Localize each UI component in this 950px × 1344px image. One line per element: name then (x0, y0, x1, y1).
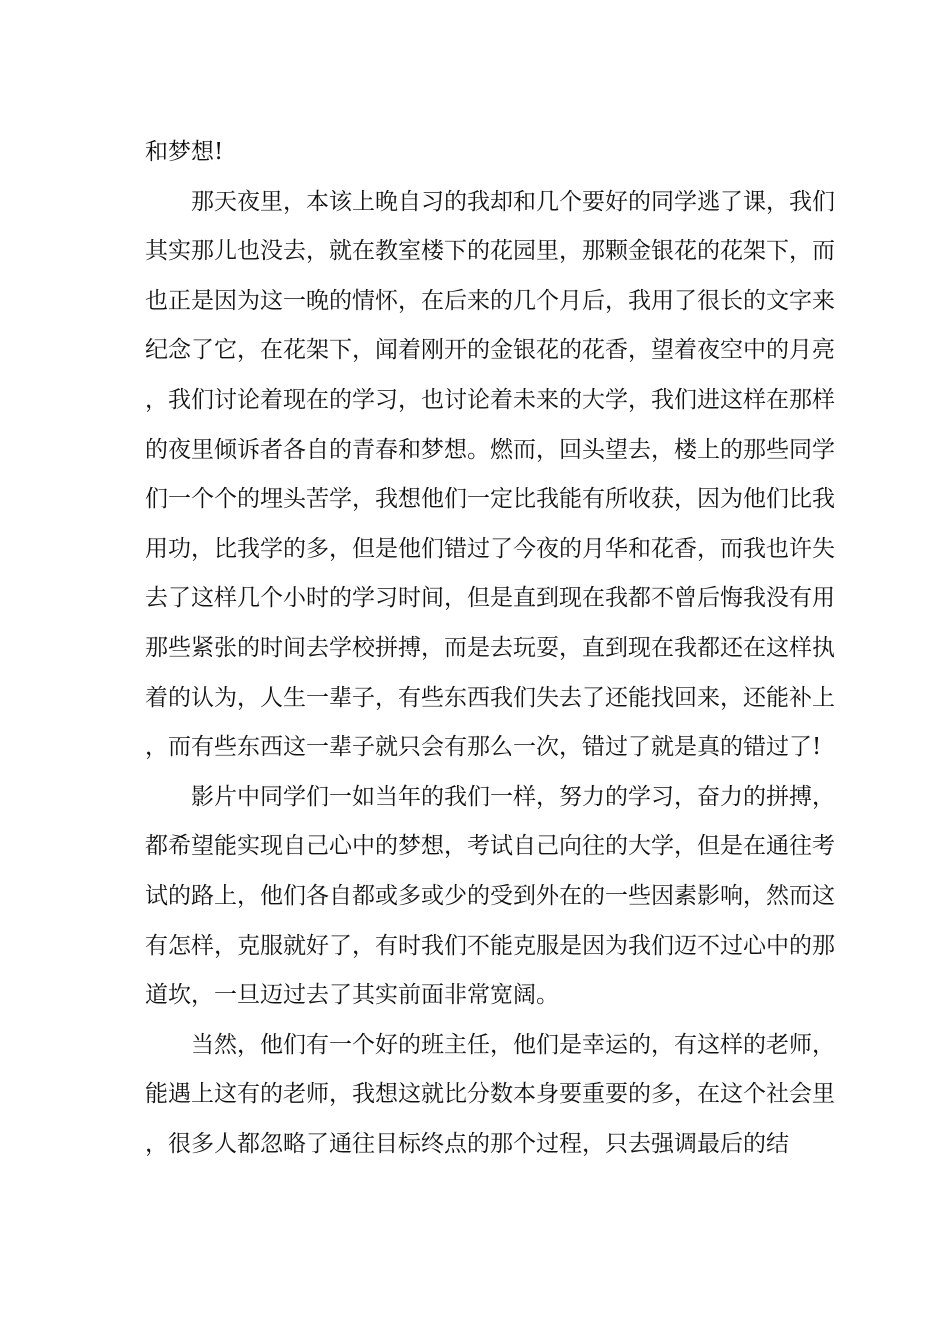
body-text (145, 128, 835, 1169)
paragraph-continuation: 和梦想! (145, 139, 224, 165)
paragraph-head-teacher: 当然，他们有一个好的班主任，他们是幸运的，有这样的老师，能遇上这有的老师，我想这就比分数本身要重要的多，在这个社会里，很多人都忽略了通往目标终点的那个过程，只去强调最后的结 (145, 1031, 835, 1157)
paragraph-film-students: 影片中同学们一如当年的我们一样，努力的学习，奋力的拼搏，都希望能实现自己心中的梦想，考试自己向往的大学，但是在通往考试的路上，他们各自都或多或少的受到外在的一些因素影响，然而这有怎样，克服就好了，有时我们不能克服是因为我们迈不过心中的那道坎，一旦迈过去了其实前面非常宽阔。 (145, 783, 835, 1009)
paragraph-night-memory: 那天夜里，本该上晚自习的我却和几个要好的同学逃了课，我们其实那儿也没去，就在教室楼下的花园里，那颗金银花的花架下，而也正是因为这一晚的情怀，在后来的几个月后，我用了很长的文字来纪念了它，在花架下，闻着刚开的金银花的花香，望着夜空中的月亮，我们讨论着现在的学习，也讨论着未来的大学，我们进这样在那样的夜里倾诉者各自的青春和梦想。燃而，回头望去，楼上的那些同学们一个个的埋头苦学，我想他们一定比我能有所收获，因为他们比我用功，比我学的多，但是他们错过了今夜的月华和花香，而我也许失去了这样几个小时的学习时间，但是直到现在我都不曾后悔我没有用那些紧张的时间去学校拼搏，而是去玩耍，直到现在我都还在这样执着的认为，人生一辈子，有些东西我们失去了还能找回来，还能补上，而有些东西这一辈子就只会有那么一次，错过了就是真的错过了! (145, 188, 835, 761)
